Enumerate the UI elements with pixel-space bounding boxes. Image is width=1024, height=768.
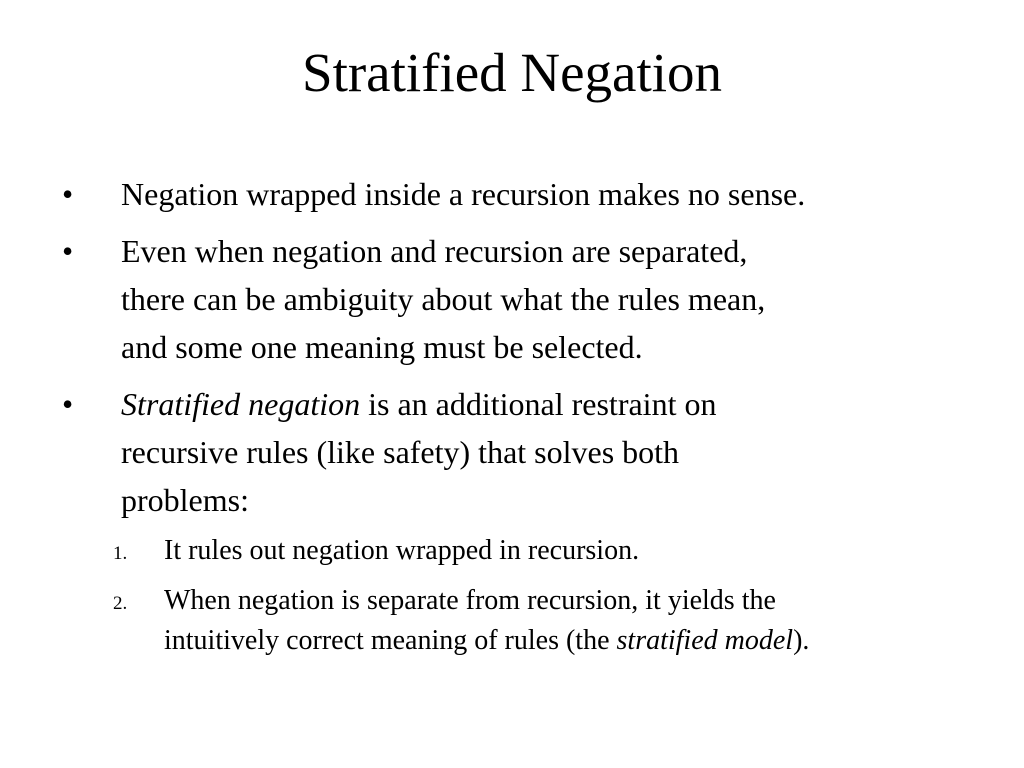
bullet-line: recursive rules (like safety) that solves both [121, 434, 680, 470]
numbered-item-text [164, 581, 1004, 661]
italic-term: Stratified negation [121, 386, 361, 422]
numbered-item-line: It rules out negation wrapped in recursion. [164, 535, 640, 566]
bullet-text [121, 380, 1001, 524]
line-after: ). [793, 625, 810, 656]
italic-term: stratified model [616, 625, 794, 656]
item-number: 2. [113, 593, 128, 614]
line-before: intuitively correct meaning of rules (the [164, 625, 617, 656]
numbered-item-line [164, 621, 1004, 661]
bullet-text [121, 227, 1001, 371]
slide-title: Stratified Negation [301, 42, 723, 103]
bullet-mark: • [62, 176, 74, 212]
item-number: 1. [113, 543, 128, 564]
bullet-line [121, 380, 1001, 428]
numbered-item-text [164, 531, 1004, 571]
bullet-line: and some one meaning must be selected. [121, 329, 643, 365]
bullet-mark: • [62, 233, 74, 269]
bullet-line: Negation wrapped inside a recursion makes no sense. [121, 176, 806, 212]
numbered-item-line: When negation is separate from recursion, it yields the [164, 585, 776, 616]
bullet-line: there can be ambiguity about what the rules mean, [121, 281, 766, 317]
bullet-text [121, 170, 1001, 218]
bullet-line: Even when negation and recursion are separated, [121, 233, 748, 269]
bullet-mark: • [62, 386, 74, 422]
bullet-line: problems: [121, 482, 249, 518]
bullet-line-rest: is an additional restraint on [360, 386, 717, 422]
